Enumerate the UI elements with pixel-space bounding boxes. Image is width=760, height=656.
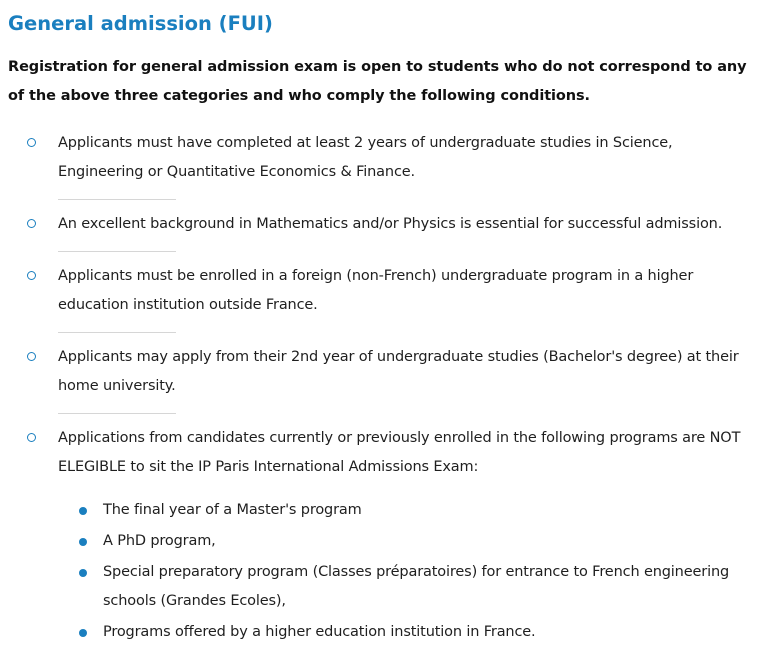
- condition-item: [8, 129, 754, 187]
- condition-item: [8, 343, 754, 401]
- condition-text: Applicants must be enrolled in a foreign (non-French) undergraduate program in a higher education institution outside France.: [58, 268, 694, 313]
- condition-text: An excellent background in Mathematics and/or Physics is essential for successful admission.: [58, 216, 723, 232]
- divider: [58, 332, 176, 333]
- hollow-circle-bullet-icon: [27, 138, 36, 147]
- condition-item: [8, 262, 754, 320]
- program-item: [58, 558, 754, 616]
- program-item: [58, 618, 754, 647]
- condition-text: Applications from candidates currently or previously enrolled in the following programs are NOT ELEGIBLE to sit the IP Paris International Admissions Exam:: [58, 430, 741, 475]
- program-text: A PhD program,: [103, 533, 216, 549]
- condition-text: Applicants may apply from their 2nd year of undergraduate studies (Bachelor's degree) at their home university.: [58, 349, 739, 394]
- program-text: The final year of a Master's program: [103, 502, 362, 518]
- divider: [58, 199, 176, 200]
- admission-section: [8, 0, 754, 647]
- condition-item: [8, 424, 754, 647]
- divider: [58, 413, 176, 414]
- conditions-list: [8, 129, 754, 647]
- ineligible-programs-list: [58, 496, 754, 647]
- program-item: [58, 527, 754, 556]
- hollow-circle-bullet-icon: [27, 352, 36, 361]
- filled-circle-bullet-icon: [79, 507, 87, 515]
- divider: [58, 251, 176, 252]
- filled-circle-bullet-icon: [79, 569, 87, 577]
- program-text: Special preparatory program (Classes préparatoires) for entrance to French engineering schools (Grandes Ecoles),: [103, 564, 730, 609]
- hollow-circle-bullet-icon: [27, 433, 36, 442]
- filled-circle-bullet-icon: [79, 629, 87, 637]
- hollow-circle-bullet-icon: [27, 271, 36, 280]
- section-title: General admission (FUI): [8, 12, 273, 35]
- program-item: [58, 496, 754, 525]
- program-text: Programs offered by a higher education institution in France.: [103, 624, 536, 640]
- condition-item: [8, 210, 754, 239]
- hollow-circle-bullet-icon: [27, 219, 36, 228]
- section-intro: Registration for general admission exam is open to students who do not correspond to any of the above three categories and who comply the following conditions.: [8, 59, 747, 104]
- condition-text: Applicants must have completed at least 2 years of undergraduate studies in Science, Engineering or Quantitative Economics & Finance.: [58, 135, 673, 180]
- filled-circle-bullet-icon: [79, 538, 87, 546]
